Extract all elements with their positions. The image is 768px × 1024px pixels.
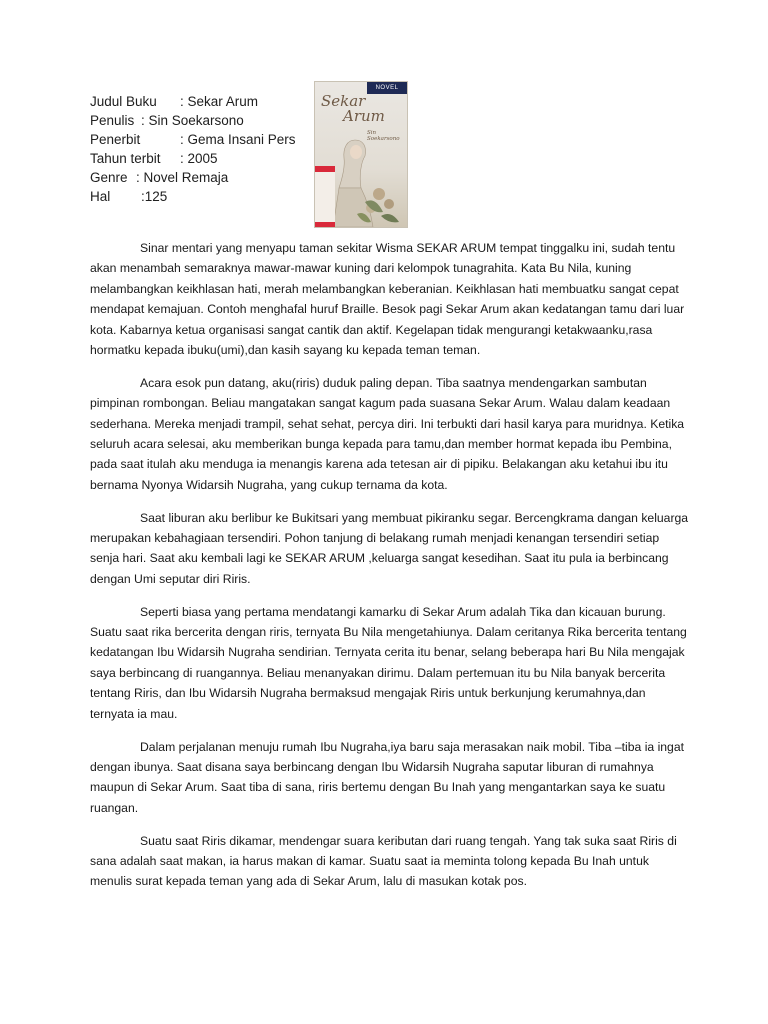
book-info-label: Genre [90,170,128,185]
book-cover-image [315,82,407,227]
book-info-row [90,111,320,130]
book-info-label: Penulis [90,113,135,128]
book-info [90,92,320,206]
paragraph: Suatu saat Riris dikamar, mendengar suara keributan dari ruang tengah. Yang tak suka saat Riris di sana adalah saat makan, ia harus makan di kamar. Suatu saat ia meminta tolong kepada Bu Inah untuk menulis surat kepada teman yang ada di Sekar Arum, lalu di masukan kotak pos. [90,833,677,889]
book-info-value: : Sekar Arum [180,94,259,109]
book-info-row [90,168,320,187]
book-info-row [90,149,320,168]
cover-title [321,94,403,124]
review-body [90,238,690,904]
book-info-row [90,187,320,206]
book-info-row [90,92,320,111]
book-info-value: :125 [141,189,168,204]
cover-price-sticker [315,166,335,227]
book-info-value: : 2005 [180,151,218,166]
book-info-label: Tahun terbit [90,151,161,166]
cover-title-line1: Sekar [321,92,366,110]
cover-title-line2: Arum [343,107,385,125]
cover-novel-tag: NOVEL [367,82,407,94]
book-info-value: : Gema Insani Pers [180,132,296,147]
book-info-label: Judul Buku [90,94,157,109]
book-info-label: Hal [90,189,111,204]
paragraph: Dalam perjalanan menuju rumah Ibu Nugraha,iya baru saja merasakan naik mobil. Tiba –tiba ia ingat dengan ibunya. Saat disana saya berbincang dengan Ibu Widarsih Nugraha saputar liburan di rumahnya maupun di Sekar Arum. Saat tiba di sana, riris bertemu dengan Bu Inah yang mengantarkan saya ke suatu ruangan. [90,739,685,815]
cover-author: Sin Soekarsono [367,130,400,142]
paragraph: Acara esok pun datang, aku(riris) duduk paling depan. Tiba saatnya mendengarkan sambutan pimpinan rombongan. Beliau mangatakan sangat kagum pada suasana Sekar Arum. Walau dalam keadaan sederhana. Mereka menjadi trampil, sehat sehat, percya diri. Ini terbukti dari hasil karya para muridnya. Ketika seluruh acara selesai, aku memberikan bunga kepada para tamu,dan member hormat kepada ibu Pembina, pada saat itulah aku menduga ia menangis karena ada tetesan air di pipiku. Belakangan aku ketahui ibu itu bernama Nyonya Widarsih Nugraha, yang cukup ternama da kota. [90,375,685,492]
paragraph: Saat liburan aku berlibur ke Bukitsari yang membuat pikiranku segar. Bercengkrama dangan keluarga merupakan kebahagiaan tersendiri. Pohon tanjung di belakang rumah menjadi kenangan tersendiri setiap senja hari. Saat aku kembali lagi ke SEKAR ARUM ,keluarga sangat kesedihan. Saat itu pula ia berbincang dengan Umi seputar diri Riris. [90,510,689,586]
book-info-value: : Novel Remaja [136,170,229,185]
book-info-row [90,130,320,149]
book-info-label: Penerbit [90,132,141,147]
paragraph: Sinar mentari yang menyapu taman sekitar Wisma SEKAR ARUM tempat tinggalku ini, sudah tentu akan menambah semaraknya mawar-mawar kuning dari kelompok tunagrahita. Kata Bu Nila, kuning melambangkan keikhlasan hati, merah melambangkan keberanian. Keikhlasan hati membuatku sangat cepat mendapat kemajuan. Contoh menghafal huruf Braille. Besok pagi Sekar Arum akan kedatangan tamu dari luar kota. Kabarnya ketua organisasi sangat cantik dan aktif. Kegelapan tidak mengurangi ketakwaanku,rasa hormatku kepada ibuku(umi),dan kasih sayang ku kepada teman teman. [90,241,685,358]
paragraph: Seperti biasa yang pertama mendatangi kamarku di Sekar Arum adalah Tika dan kicauan burung. Suatu saat rika bercerita dengan riris, ternyata Bu Nila mengetahiunya. Dalam ceritanya Rika bercerita tentang kedatangan Ibu Widarsih Nugraha sendirian. Ternyata cerita itu benar, selang beberapa hari Bu Nila mengajak saya berbincang di ruangannya. Beliau menanyakan dirimu. Dalam pertemuan itu bu Nila banyak bercerita tentang Riris, dan Ibu Widarsih Nugraha bermaksud mengajak Riris untuk berkunjung kerumahnya,dan ternyata ia mau. [90,604,687,721]
book-info-value: : Sin Soekarsono [141,113,244,128]
